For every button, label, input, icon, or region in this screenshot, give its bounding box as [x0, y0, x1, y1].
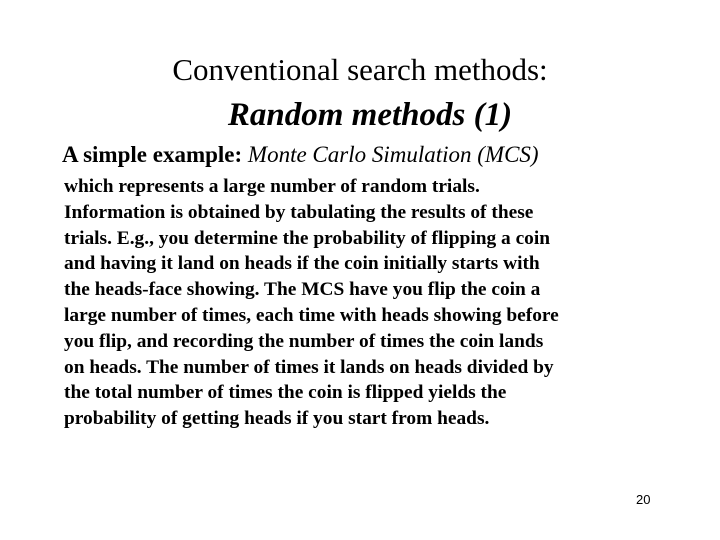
body-line: you flip, and recording the number of times the coin lands: [64, 330, 544, 352]
example-heading: [62, 142, 539, 168]
example-heading-name: Monte Carlo Simulation (MCS): [247, 142, 539, 167]
body-line: Information is obtained by tabulating the results of these: [64, 201, 534, 223]
body-line: the heads-face showing. The MCS have you flip the coin a: [64, 279, 541, 301]
slide-title-text: Conventional search methods:: [172, 52, 548, 87]
body-paragraph: [64, 174, 684, 432]
body-line: on heads. The number of times it lands on heads divided by: [64, 356, 554, 378]
page-number: 20: [636, 492, 651, 507]
example-heading-prefix: A simple example:: [62, 142, 248, 167]
slide-title-line-1: [0, 52, 720, 88]
body-line: trials. E.g., you determine the probability of flipping a coin: [64, 227, 551, 249]
body-line: the total number of times the coin is flipped yields the: [64, 382, 507, 404]
slide-title-line-2: Random methods (1): [227, 97, 513, 133]
body-line: which represents a large number of random trials.: [64, 176, 480, 197]
body-line: probability of getting heads if you start from heads.: [64, 408, 490, 430]
body-line: large number of times, each time with heads showing before: [64, 304, 559, 326]
body-line: and having it land on heads if the coin initially starts with: [64, 253, 540, 275]
